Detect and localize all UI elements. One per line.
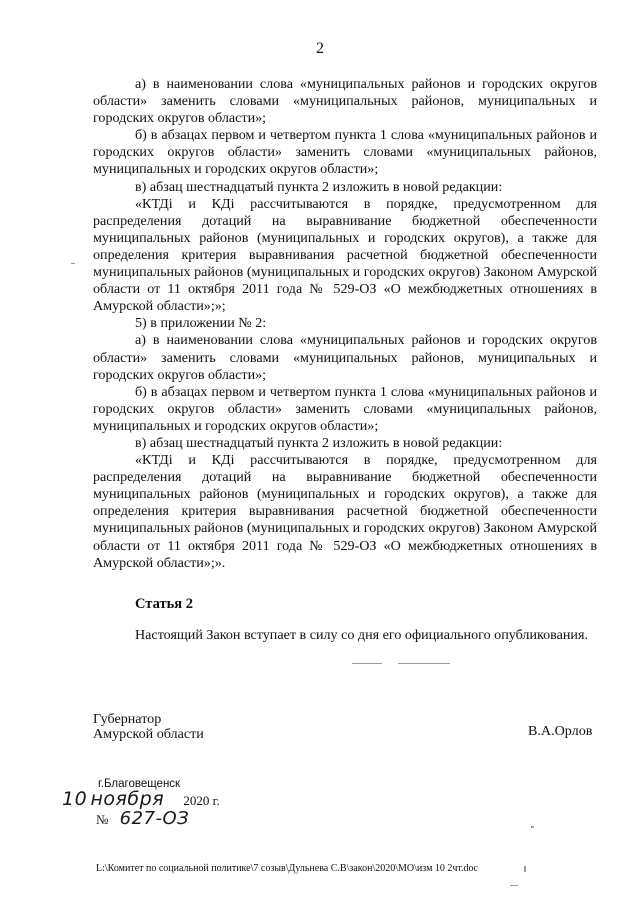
page-number: 2 <box>316 40 324 57</box>
scan-mark <box>71 263 75 264</box>
paragraph: а) в наименовании слова «муниципальных районов и городских округов области» заменить словами «муниципальных районов, муниципальных и городских округов области»; <box>93 76 597 127</box>
scan-mark <box>524 866 526 872</box>
handwritten-number: 627-ОЗ <box>119 808 190 829</box>
handwritten-day: 10 <box>62 788 88 810</box>
signatory-position: Губернатор <box>93 711 162 727</box>
article-heading: Статья 2 <box>135 596 193 612</box>
scan-mark <box>352 663 382 664</box>
place-of-signing: г.Благовещенск <box>98 778 181 790</box>
paragraph: в) абзац шестнадцатый пункта 2 изложить в новой редакции: <box>135 434 503 451</box>
law-number <box>96 808 189 829</box>
paragraph: а) в наименовании слова «муниципальных районов и городских округов области» заменить словами «муниципальных районов, муниципальных и городских округов области»; <box>93 332 597 383</box>
signatory-name: В.А.Орлов <box>528 723 593 739</box>
footer-file-path: L:\Комитет по социальной политике\7 созыв\Дульнева С.В\закон\2020\МО\изм 10 2чт.doc <box>96 863 478 874</box>
signature-block <box>93 712 204 742</box>
paragraph: «КТДi и КДi рассчитываются в порядке, предусмотренном для распределения дотаций на выравнивание бюджетной обеспеченности муниципальных районов (муниципальных и городских округов), а также для определения критерия выравнивания расчетной бюджетной обеспеченности муниципальных районов (муниципальных и городских округов) Законом Амурской области от 11 октября 2011 года № 529-ОЗ «О межбюджетных отношениях в Амурской области»;»; <box>93 195 597 315</box>
paragraph: «КТДi и КДi рассчитываются в порядке, предусмотренном для распределения дотаций на выравнивание бюджетной обеспеченности муниципальных районов (муниципальных и городских округов), а также для определения критерия выравнивания расчетной бюджетной обеспеченности муниципальных районов (муниципальных и городских округов) Законом Амурской области от 11 октября 2011 года № 529-ОЗ «О межбюджетных отношениях в Амурской области»;». <box>93 452 597 571</box>
signing-date <box>62 788 220 810</box>
paragraph: б) в абзацах первом и четвертом пункта 1 слова «муниципальных районов и городских округов области» заменить словами «муниципальных районов, муниципальных и городских округов области»; <box>93 127 597 178</box>
article-text: Настоящий Закон вступает в силу со дня его официального опубликования. <box>135 627 588 643</box>
signatory-region: Амурской области <box>93 726 204 742</box>
scan-mark <box>531 826 534 828</box>
document-body <box>93 76 597 572</box>
paragraph: в) абзац шестнадцатый пункта 2 изложить в новой редакции: <box>135 178 503 195</box>
handwritten-month: ноября <box>90 788 165 810</box>
date-year: 2020 г. <box>183 793 220 808</box>
paragraph: 5) в приложении № 2: <box>135 315 267 332</box>
scan-mark <box>398 663 450 664</box>
scan-mark <box>510 885 518 886</box>
number-sign: № <box>96 812 109 827</box>
paragraph: б) в абзацах первом и четвертом пункта 1 слова «муниципальных районов и городских округов области» заменить словами «муниципальных районов, муниципальных и городских округов области»; <box>93 383 597 434</box>
